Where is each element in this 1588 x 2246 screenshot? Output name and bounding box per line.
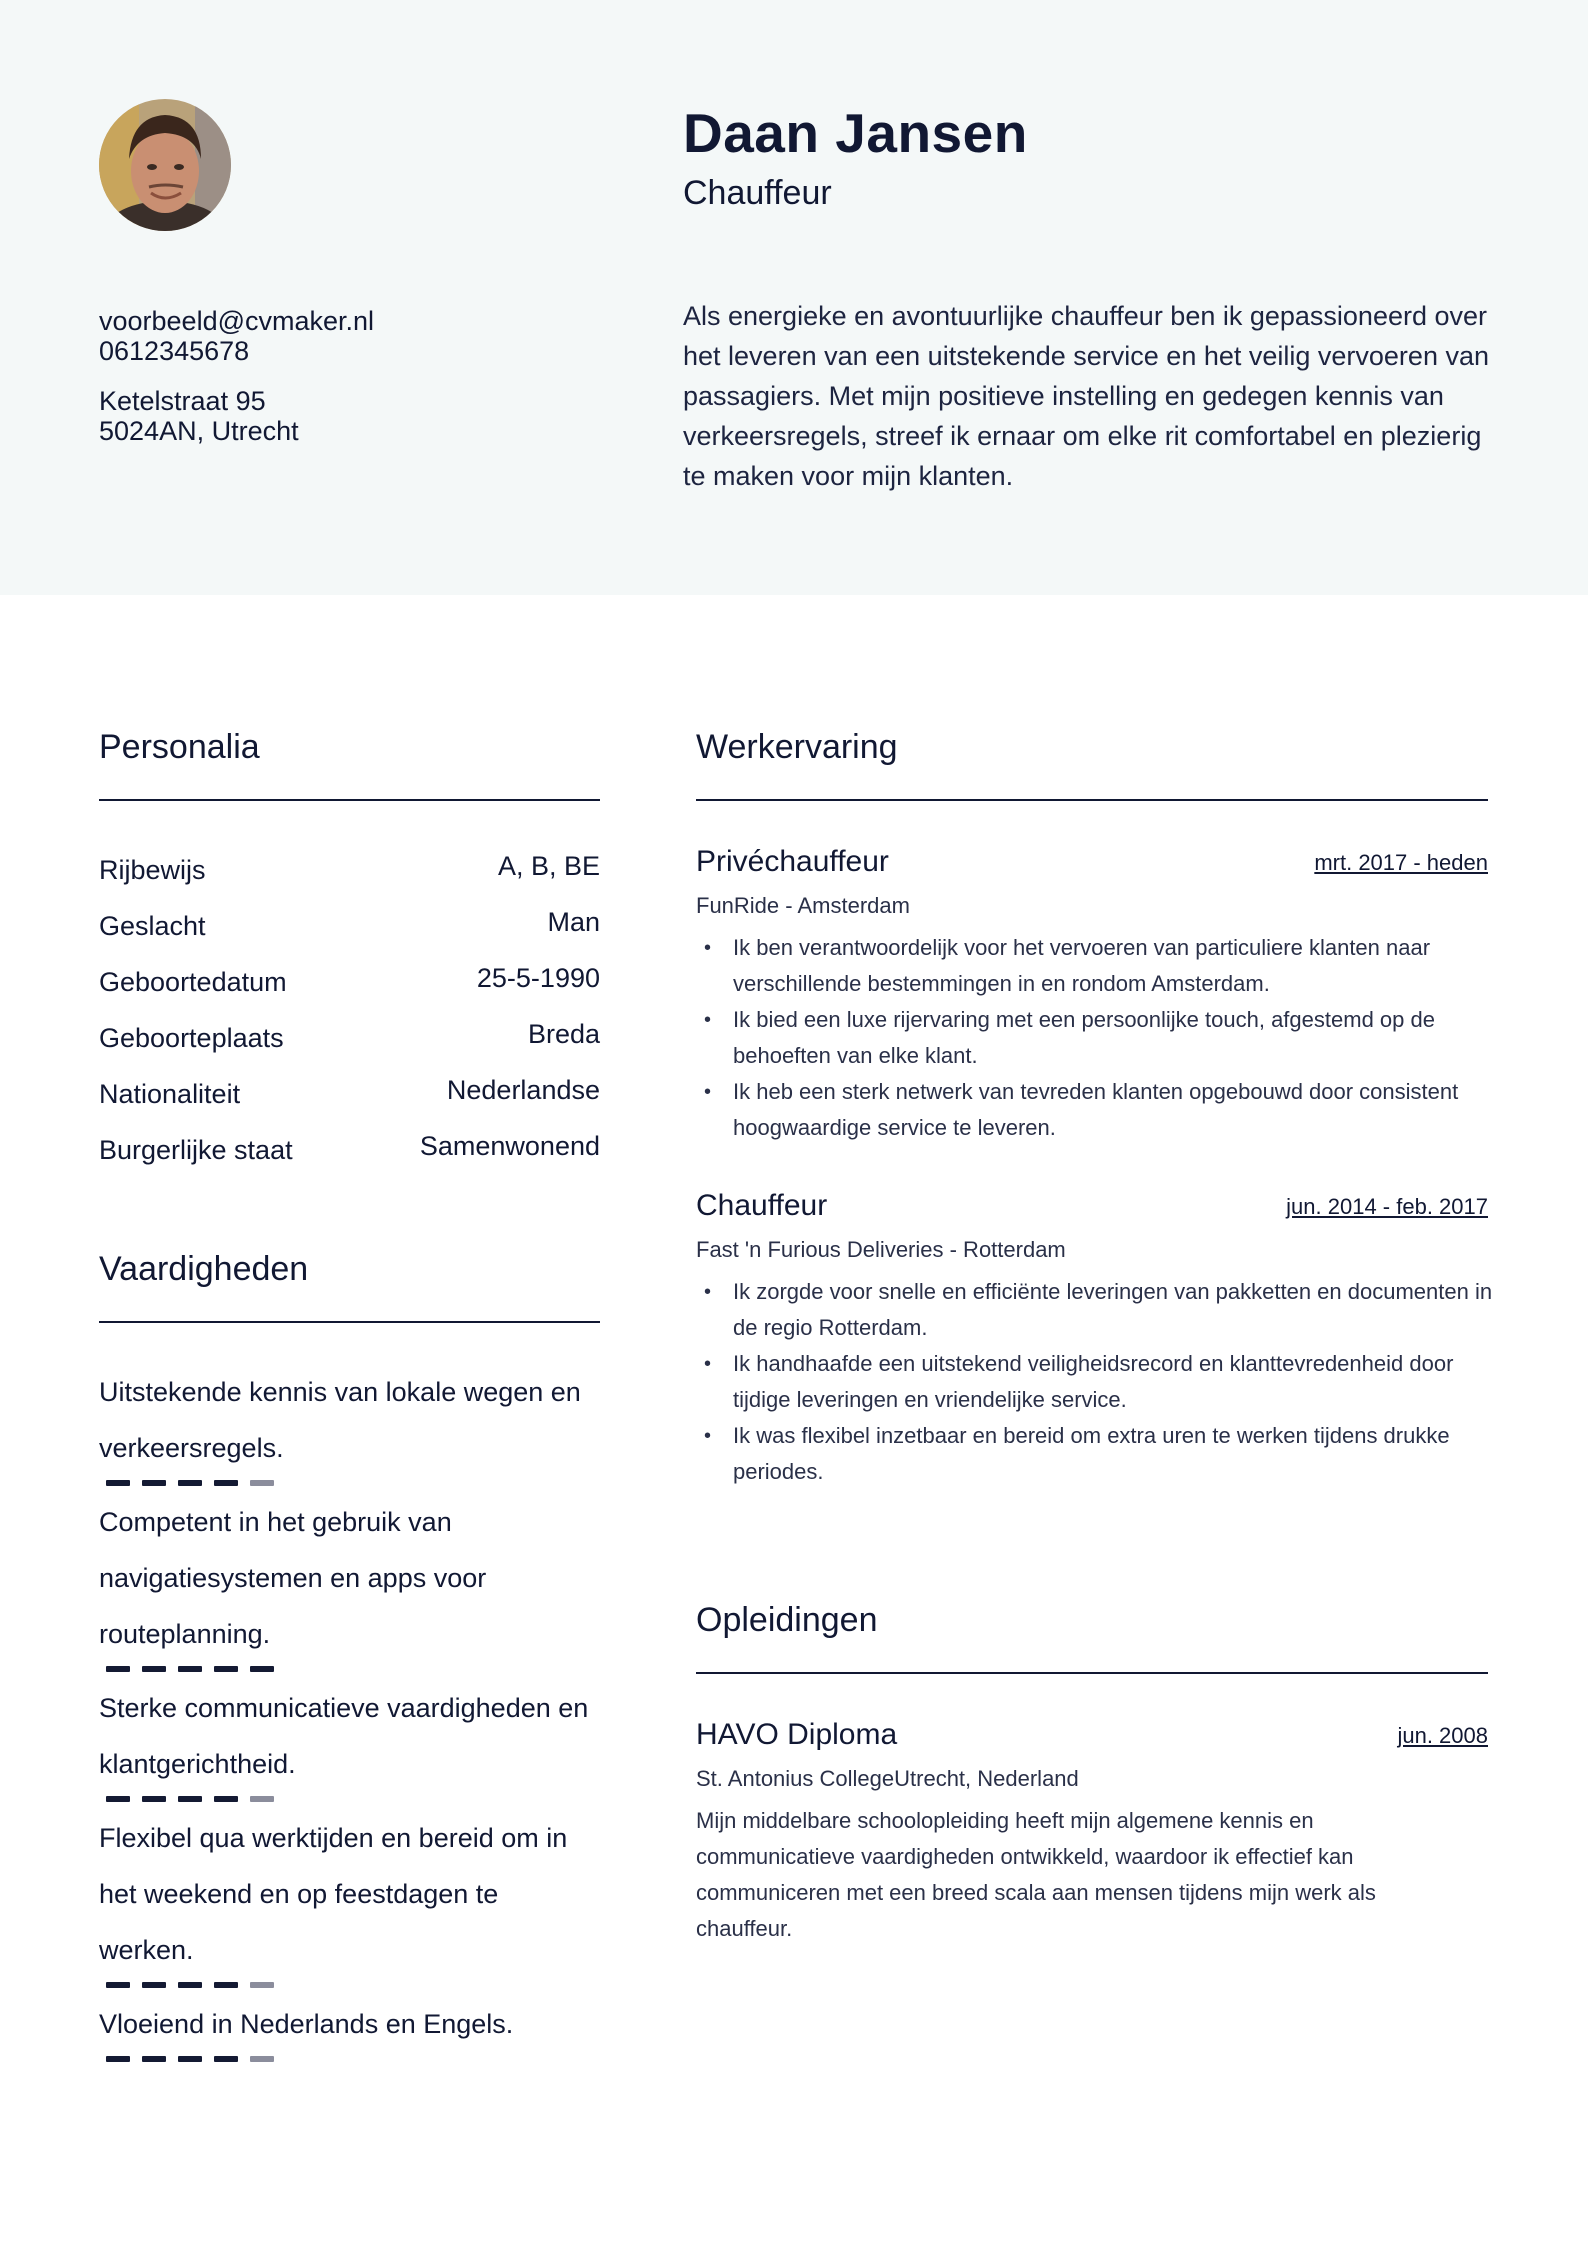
skill-level-meter (106, 2056, 276, 2062)
skill-level-dash-empty (250, 1982, 274, 1988)
education-description: Mijn middelbare schoolopleiding heeft mijn algemene kennis en communicatieve vaardigheden ontwikkeld, waardoor ik effectief kan communiceren met een breed scala aan mensen tijdens mijn werk als chauffeur. (696, 1808, 1376, 1941)
personalia-label: Rijbewijs (99, 855, 206, 885)
skill-level-dash-filled (214, 1982, 238, 1988)
skill-level-dash-filled (178, 1666, 202, 1672)
skill-level-dash-filled (106, 1480, 130, 1486)
skill-level-dash-filled (106, 2056, 130, 2062)
job-company: FunRide - Amsterdam (696, 893, 910, 918)
skill-level-dash-filled (178, 2056, 202, 2062)
address-street: Ketelstraat 95 (99, 386, 266, 416)
education-title: HAVO Diploma (696, 1718, 898, 1751)
personalia-value: 25-5-1990 (476, 963, 600, 993)
candidate-job-title: Chauffeur (683, 174, 832, 212)
skill-level-dash-filled (142, 1982, 166, 1988)
phone[interactable]: 0612345678 (99, 336, 250, 366)
job-date: jun. 2014 - feb. 2017 (1286, 1194, 1488, 1219)
education-divider (696, 1672, 1488, 1674)
personalia-label: Geboorteplaats (99, 1023, 284, 1053)
skill-item: Sterke communicatieve vaardigheden en klantgerichtheid. (99, 1693, 589, 1779)
personalia-value: Man (547, 907, 600, 937)
skill-level-meter (106, 1666, 276, 1672)
personalia-label: Nationaliteit (99, 1079, 241, 1109)
skill-level-dash-filled (214, 2056, 238, 2062)
skill-level-meter (106, 1982, 276, 1988)
skill-level-dash-filled (178, 1982, 202, 1988)
email[interactable]: voorbeeld@cvmaker.nl (99, 306, 375, 336)
skill-level-dash-empty (250, 1480, 274, 1486)
contact-info (99, 306, 374, 446)
skill-level-dash-empty (250, 1796, 274, 1802)
skill-level-dash-filled (214, 1796, 238, 1802)
personalia-divider (99, 799, 600, 801)
address-city: 5024AN, Utrecht (99, 416, 299, 446)
education-heading: Opleidingen (696, 1601, 878, 1639)
personalia-value: Breda (527, 1019, 600, 1049)
personalia-label: Burgerlijke staat (99, 1135, 293, 1165)
profile-photo (99, 99, 231, 231)
skill-level-dash-filled (106, 1666, 130, 1672)
personalia-row (99, 907, 600, 947)
skill-level-dash-filled (142, 1666, 166, 1672)
skill-item: Vloeiend in Nederlands en Engels. (99, 2009, 514, 2039)
personalia-value: A, B, BE (497, 851, 600, 881)
job-duty-item: • Ik zorgde voor snelle en efficiënte leveringen van pakketten en documenten in de regio Rotterdam. (696, 1274, 1496, 1346)
job-company: Fast 'n Furious Deliveries - Rotterdam (696, 1237, 1066, 1262)
personalia-value: Samenwonend (419, 1131, 600, 1161)
personalia-row (99, 851, 600, 891)
skill-level-dash-filled (178, 1796, 202, 1802)
job-title: Chauffeur (696, 1189, 828, 1222)
skill-level-dash-filled (142, 2056, 166, 2062)
personalia-row (99, 1075, 600, 1115)
skill-item: Flexibel qua werktijden en bereid om in het weekend en op feestdagen te werken. (99, 1823, 568, 1965)
header-band (0, 0, 1588, 595)
skills-heading: Vaardigheden (99, 1250, 309, 1288)
job-duty-item: • Ik handhaafde een uitstekend veiligheidsrecord en klanttevredenheid door tijdige leveringen en vriendelijke service. (696, 1346, 1496, 1418)
personalia-row (99, 1019, 600, 1059)
experience-divider (696, 799, 1488, 801)
job-duties (696, 1274, 1496, 1490)
experience-heading: Werkervaring (696, 728, 898, 766)
skill-level-dash-filled (142, 1480, 166, 1486)
skill-level-dash-filled (106, 1796, 130, 1802)
personalia-row (99, 963, 600, 1003)
job-duty-item: • Ik bied een luxe rijervaring met een persoonlijke touch, afgestemd op de behoeften van elke klant. (696, 1002, 1496, 1074)
education-school: St. Antonius CollegeUtrecht, Nederland (696, 1766, 1079, 1791)
skill-item: Competent in het gebruik van navigatiesystemen en apps voor routeplanning. (99, 1507, 487, 1649)
skill-level-dash-filled (250, 1666, 274, 1672)
education-date: jun. 2008 (1397, 1723, 1488, 1748)
job-date: mrt. 2017 - heden (1314, 850, 1488, 875)
personalia-row (99, 1131, 600, 1171)
job-title: Privéchauffeur (696, 845, 889, 878)
job-duty-item: • Ik ben verantwoordelijk voor het vervoeren van particuliere klanten naar verschillende bestemmingen in en rondom Amsterdam. (696, 930, 1496, 1002)
skill-level-dash-filled (142, 1796, 166, 1802)
skill-level-dash-empty (250, 2056, 274, 2062)
personalia-label: Geboortedatum (99, 967, 287, 997)
skill-level-meter (106, 1480, 276, 1486)
job-duty-item: • Ik was flexibel inzetbaar en bereid om extra uren te werken tijdens drukke periodes. (696, 1418, 1496, 1490)
personalia-value: Nederlandse (446, 1075, 600, 1105)
skill-level-meter (106, 1796, 276, 1802)
job-duty-item: • Ik heb een sterk netwerk van tevreden klanten opgebouwd door consistent hoogwaardige service te leveren. (696, 1074, 1496, 1146)
personalia-heading: Personalia (99, 728, 260, 766)
candidate-name: Daan Jansen (683, 102, 1028, 164)
job-duties (696, 930, 1496, 1146)
skills-divider (99, 1321, 600, 1323)
profile-summary: Als energieke en avontuurlijke chauffeur ben ik gepassioneerd over het leveren van een uitstekende service en het veilig vervoeren van passagiers. Met mijn positieve instelling en gedegen kennis van verkeersregels, streef ik ernaar om elke rit comfortabel en plezierig te maken voor mijn klanten. (683, 301, 1489, 491)
skill-level-dash-filled (178, 1480, 202, 1486)
skill-item: Uitstekende kennis van lokale wegen en verkeersregels. (99, 1377, 581, 1463)
skill-level-dash-filled (106, 1982, 130, 1988)
personalia-label: Geslacht (99, 911, 206, 941)
skill-level-dash-filled (214, 1480, 238, 1486)
skill-level-dash-filled (214, 1666, 238, 1672)
